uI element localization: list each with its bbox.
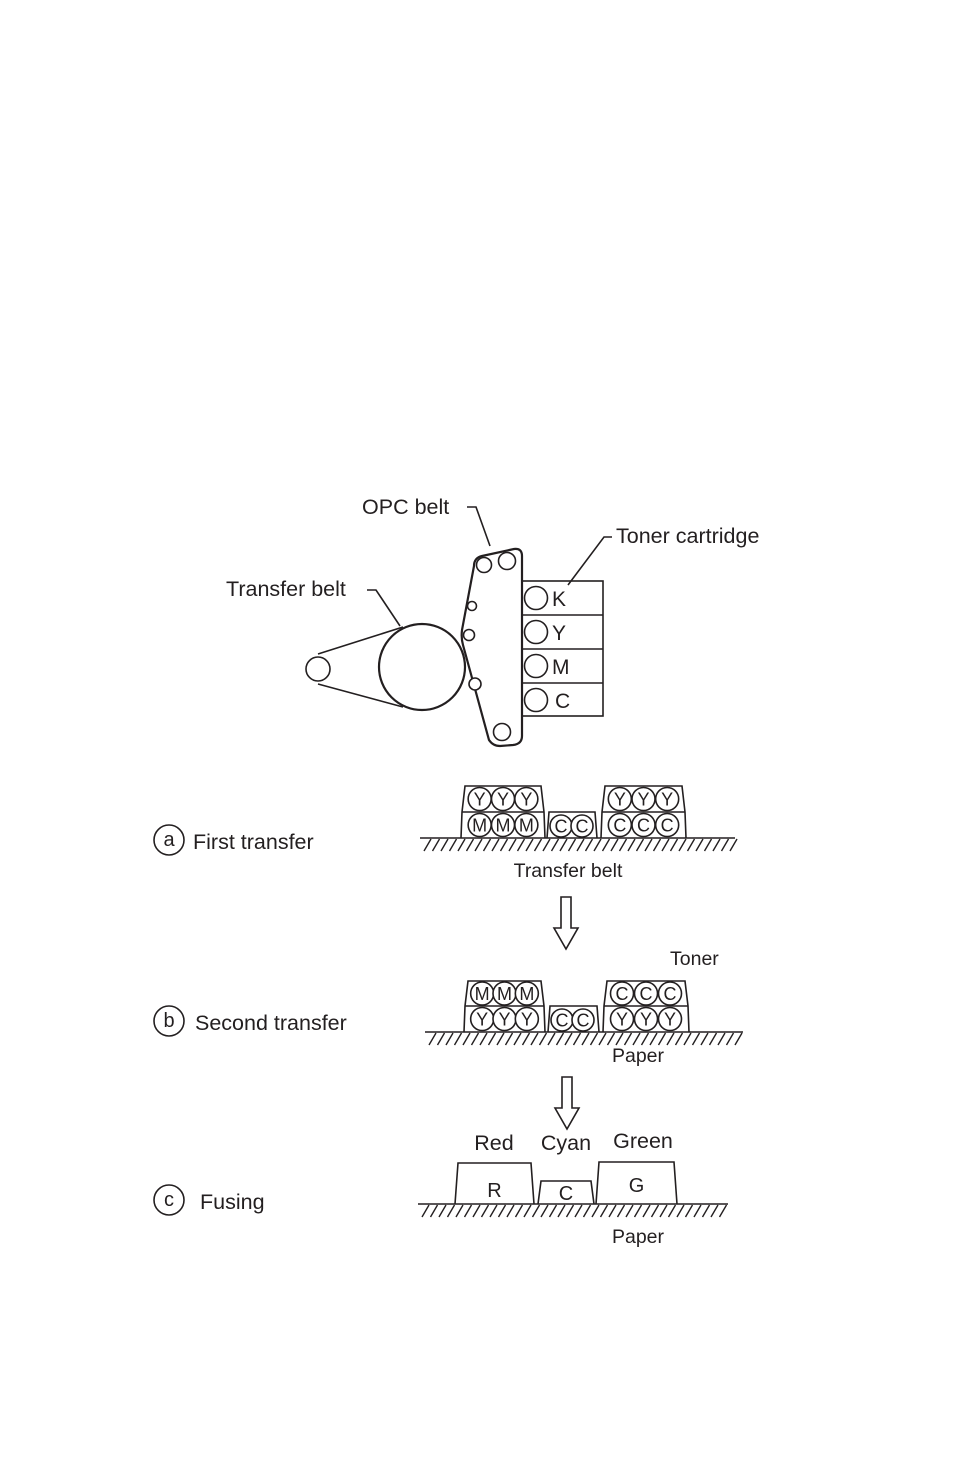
opc-belt xyxy=(462,549,522,746)
cartridge-letter-y: Y xyxy=(552,622,567,645)
left-stack-top-particle-letter: Y xyxy=(473,789,486,810)
right-stack-bottom-particle-letter: C xyxy=(613,815,627,836)
left-stack-top-particle-letter: M xyxy=(519,984,535,1004)
stage-first-transfer xyxy=(154,786,737,882)
left-stack-bottom-particle-letter: M xyxy=(472,815,488,836)
stage-marker-letter: b xyxy=(163,1010,175,1032)
mid-stack-particle-letter: C xyxy=(576,1010,590,1031)
mid-stack-particle-letter: C xyxy=(575,816,589,837)
right-stack-bottom-particle-letter: Y xyxy=(615,1009,629,1030)
paper-surface-hatching xyxy=(422,1205,727,1217)
right-stack-bottom-particle-letter: Y xyxy=(639,1009,653,1030)
right-stack-bottom-particle-letter: C xyxy=(660,815,674,836)
left-stack-bottom-particle-letter: M xyxy=(495,815,511,836)
surface-label: Transfer belt xyxy=(513,860,623,882)
toner-label: Toner xyxy=(670,948,719,970)
fused-color-label: Cyan xyxy=(540,1131,592,1155)
right-stack-top-particle-letter: Y xyxy=(637,789,650,810)
opc-roller-5 xyxy=(469,678,481,690)
mid-stack-particle-letter: C xyxy=(555,1010,569,1031)
left-stack-bottom-particle-letter: Y xyxy=(498,1009,511,1030)
transfer-belt-drum xyxy=(379,624,465,710)
toner-cartridge-leader xyxy=(568,537,612,585)
left-stack-top-particle-letter: M xyxy=(474,984,490,1004)
stage-label: Second transfer xyxy=(195,1011,347,1035)
transfer-belt-leader xyxy=(367,590,400,626)
fused-color-label: Red xyxy=(474,1131,514,1155)
opc-roller-4 xyxy=(464,630,475,641)
surface-label: Paper xyxy=(611,1045,665,1067)
right-stack-top-particle-letter: C xyxy=(639,984,653,1004)
down-arrow-2-icon xyxy=(555,1077,579,1129)
opc-roller-6 xyxy=(494,724,511,741)
opc-belt-label: OPC belt xyxy=(362,495,450,519)
surface-label: Paper xyxy=(611,1226,665,1248)
cartridge-letter-m: M xyxy=(552,656,570,679)
opc-roller-3 xyxy=(468,602,477,611)
stage-label: First transfer xyxy=(193,830,314,854)
left-stack-bottom-particle-letter: M xyxy=(518,815,534,836)
cartridge-circle-y xyxy=(525,621,548,644)
stage-marker-letter: a xyxy=(163,829,175,851)
cartridge-letter-c: C xyxy=(555,690,571,713)
down-arrow-1-icon xyxy=(554,897,578,949)
left-stack-bottom-particle-letter: Y xyxy=(520,1009,533,1030)
left-stack-top-particle-letter: Y xyxy=(520,789,533,810)
left-stack-top-particle-letter: M xyxy=(497,984,512,1004)
transfer-belt-label: Transfer belt xyxy=(226,577,346,601)
cartridge-circle-c xyxy=(525,689,548,712)
opc-belt-leader xyxy=(467,507,490,546)
paper-surface-hatching xyxy=(429,1033,742,1045)
stage-fusing xyxy=(154,1129,728,1248)
transfer-belt-surface-hatching xyxy=(424,839,737,851)
opc-roller-1 xyxy=(477,558,492,573)
right-stack-top-particle-letter: C xyxy=(663,984,677,1004)
cartridge-circle-m xyxy=(525,655,548,678)
right-stack-bottom-particle-letter: C xyxy=(637,815,650,836)
fused-color-label: Green xyxy=(613,1129,673,1153)
left-stack-top-particle-letter: Y xyxy=(496,789,510,810)
printer-mechanism xyxy=(226,495,759,746)
mid-stack-particle-letter: C xyxy=(554,816,568,837)
transfer-belt-small-roller xyxy=(306,657,330,681)
toner-cartridge-label: Toner cartridge xyxy=(616,524,760,548)
opc-roller-2 xyxy=(499,553,516,570)
fused-block-letter: G xyxy=(628,1175,645,1197)
fused-block-letter: C xyxy=(558,1183,574,1205)
stage-label: Fusing xyxy=(200,1190,265,1214)
right-stack-bottom-particle-letter: Y xyxy=(663,1009,677,1030)
stage-marker-letter: c xyxy=(164,1189,174,1211)
stage-second-transfer xyxy=(154,948,743,1067)
right-stack-top-particle-letter: Y xyxy=(613,789,626,810)
fused-block-letter: R xyxy=(487,1180,502,1202)
cartridge-circle-k xyxy=(525,587,548,610)
left-stack-bottom-particle-letter: Y xyxy=(476,1009,489,1030)
right-stack-top-particle-letter: Y xyxy=(661,789,674,810)
right-stack-top-particle-letter: C xyxy=(615,984,629,1004)
cartridge-letter-k: K xyxy=(552,588,567,611)
